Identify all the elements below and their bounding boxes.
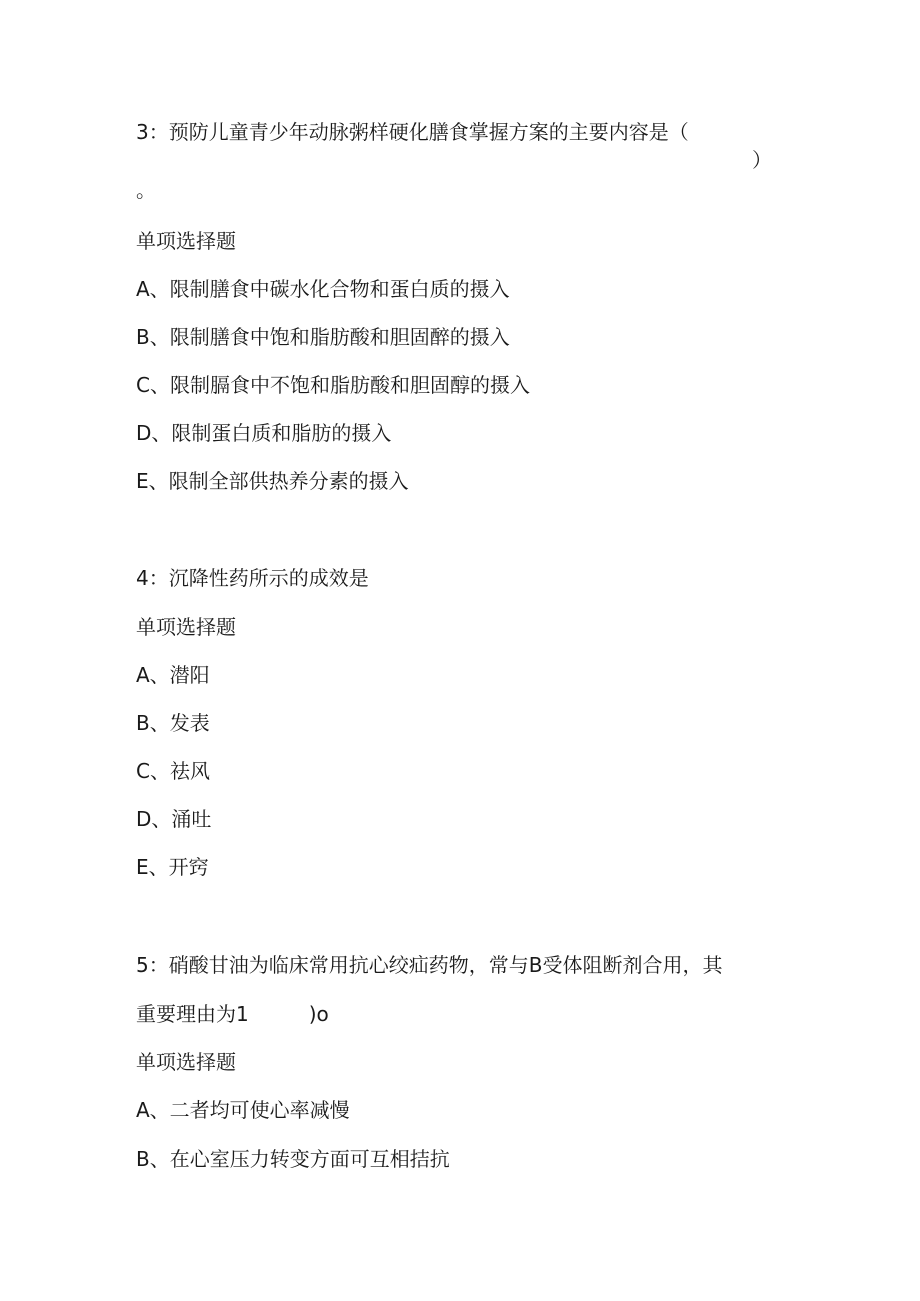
question-4-option-a: A、潜阳 — [136, 663, 210, 687]
question-4-option-b: B、发表 — [136, 711, 210, 735]
question-3-close-paren: ） — [752, 148, 772, 172]
question-3-option-b: B、限制膳食中饱和脂肪酸和胆固醉的摄入 — [136, 325, 510, 349]
question-4-option-d: D、涌吐 — [136, 807, 212, 831]
question-4-type: 单项选择题 — [136, 615, 236, 639]
question-4-option-e: E、开窍 — [136, 855, 209, 879]
question-5-stem-line-2: 重要理由为1 )o — [136, 1002, 329, 1026]
question-3-end-mark: 。 — [136, 178, 156, 202]
question-3-option-d: D、限制蛋白质和脂肪的摄入 — [136, 421, 392, 445]
question-3-option-c: C、限制膈食中不饱和脂肪酸和胆固醇的摄入 — [136, 373, 530, 397]
question-5-type: 单项选择题 — [136, 1050, 236, 1074]
question-5-stem-line-1: 5：硝酸甘油为临床常用抗心绞疝药物，常与B受体阻断剂合用，其 — [136, 953, 723, 977]
question-4-stem: 4：沉降性药所示的成效是 — [136, 566, 369, 590]
question-3-option-a: A、限制膳食中碳水化合物和蛋白质的摄入 — [136, 277, 510, 301]
question-3-option-e: E、限制全部供热养分素的摄入 — [136, 469, 409, 493]
question-4-option-c: C、祛风 — [136, 759, 210, 783]
question-5-option-a: A、二者均可使心率减慢 — [136, 1098, 350, 1122]
question-5-option-b: B、在心室压力转变方面可互相拮抗 — [136, 1147, 450, 1171]
question-3-type: 单项选择题 — [136, 229, 236, 253]
question-3-stem: 3：预防儿童青少年动脉粥样硬化膳食掌握方案的主要内容是（ — [136, 120, 689, 144]
